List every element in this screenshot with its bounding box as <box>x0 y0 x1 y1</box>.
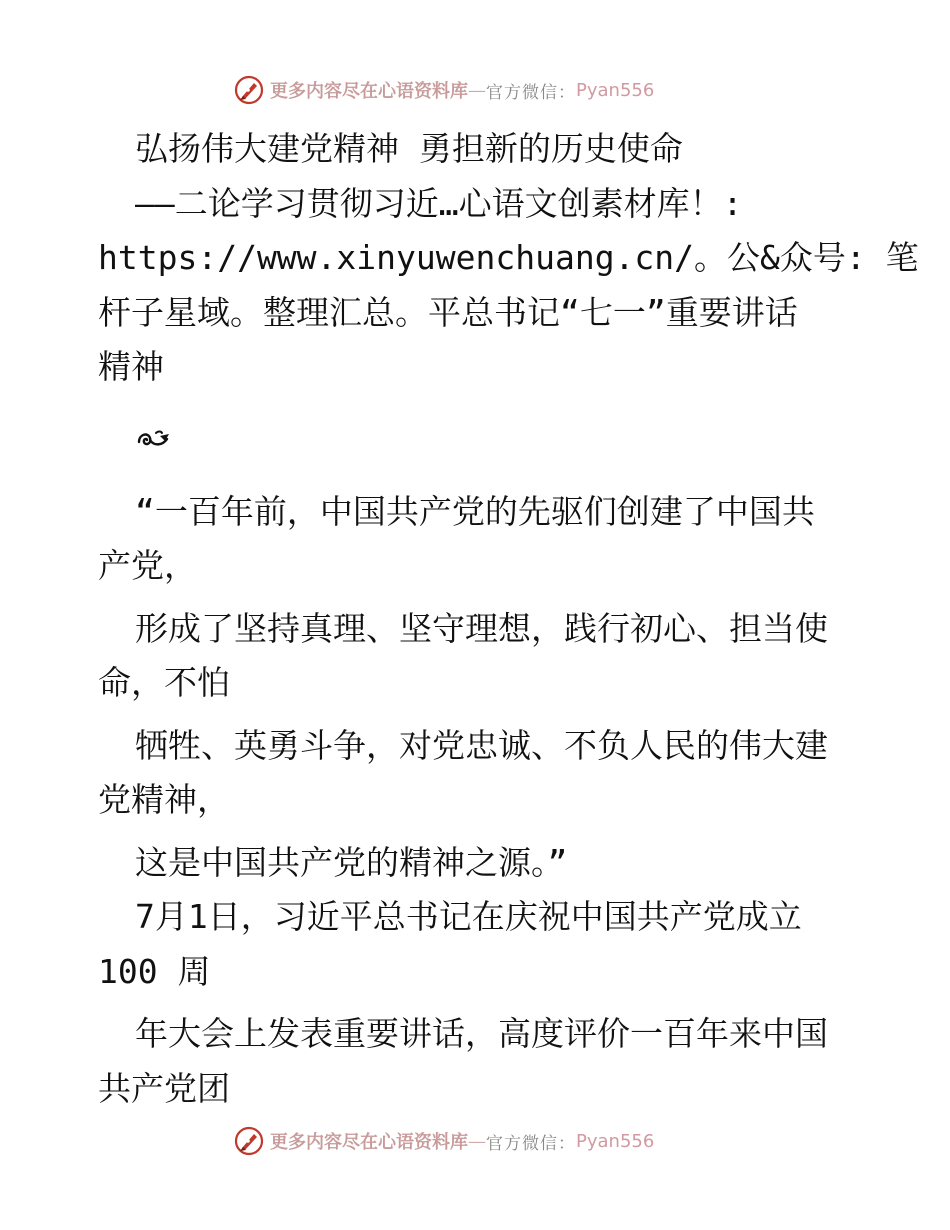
header-banner <box>234 73 714 107</box>
document-title: 弘扬伟大建党精神 勇担新的历史使命 <box>135 129 683 168</box>
body-line: 这是中国共产党的精神之源。” <box>135 842 568 882</box>
subtitle-line: https://www.xinyuwenchuang.cn/。公&众号: 笔 <box>98 238 919 277</box>
body-line: 100 周 <box>98 951 211 991</box>
body-line: 7月1日，习近平总书记在庆祝中国共产党成立 <box>135 897 802 936</box>
subtitle-line: ——二论学习贯彻习近…心语文创素材库！: <box>135 183 743 223</box>
banner-wechat-id: Pyan556 <box>576 1130 655 1152</box>
fleuron-icon <box>136 428 172 452</box>
banner-site-text: 更多内容尽在心语资料库 <box>270 1132 468 1153</box>
body-line: 共产党团 <box>98 1068 230 1108</box>
body-line: 命，不怕 <box>98 663 230 702</box>
ornament-row <box>98 395 858 485</box>
banner-wechat-id: Pyan556 <box>576 79 655 101</box>
pen-logo-icon <box>234 1126 264 1156</box>
body-line: “一百年前，中国共产党的先驱们创建了中国共 <box>135 491 815 531</box>
body-line: 牺牲、英勇斗争，对党忠诚、不负人民的伟大建 <box>135 725 828 765</box>
body-line: 产党， <box>98 546 197 585</box>
body-line: 年大会上发表重要讲话，高度评价一百年来中国 <box>135 1014 828 1053</box>
footer-banner <box>234 1124 714 1158</box>
document-body <box>98 122 919 1116</box>
subtitle-line: 精神 <box>98 347 164 386</box>
subtitle-line: 杆子星域。整理汇总。平总书记“七一”重要讲话 <box>98 292 798 332</box>
banner-site-text: 更多内容尽在心语资料库 <box>270 81 468 102</box>
banner-dash: — <box>468 79 486 101</box>
banner-dash: — <box>468 1130 486 1152</box>
banner-official-label: 官方微信： <box>486 1133 576 1154</box>
body-line: 党精神， <box>98 780 230 819</box>
body-line: 形成了坚持真理、坚守理想，践行初心、担当使 <box>135 608 828 648</box>
banner-official-label: 官方微信： <box>486 82 576 103</box>
pen-logo-icon <box>234 75 264 105</box>
